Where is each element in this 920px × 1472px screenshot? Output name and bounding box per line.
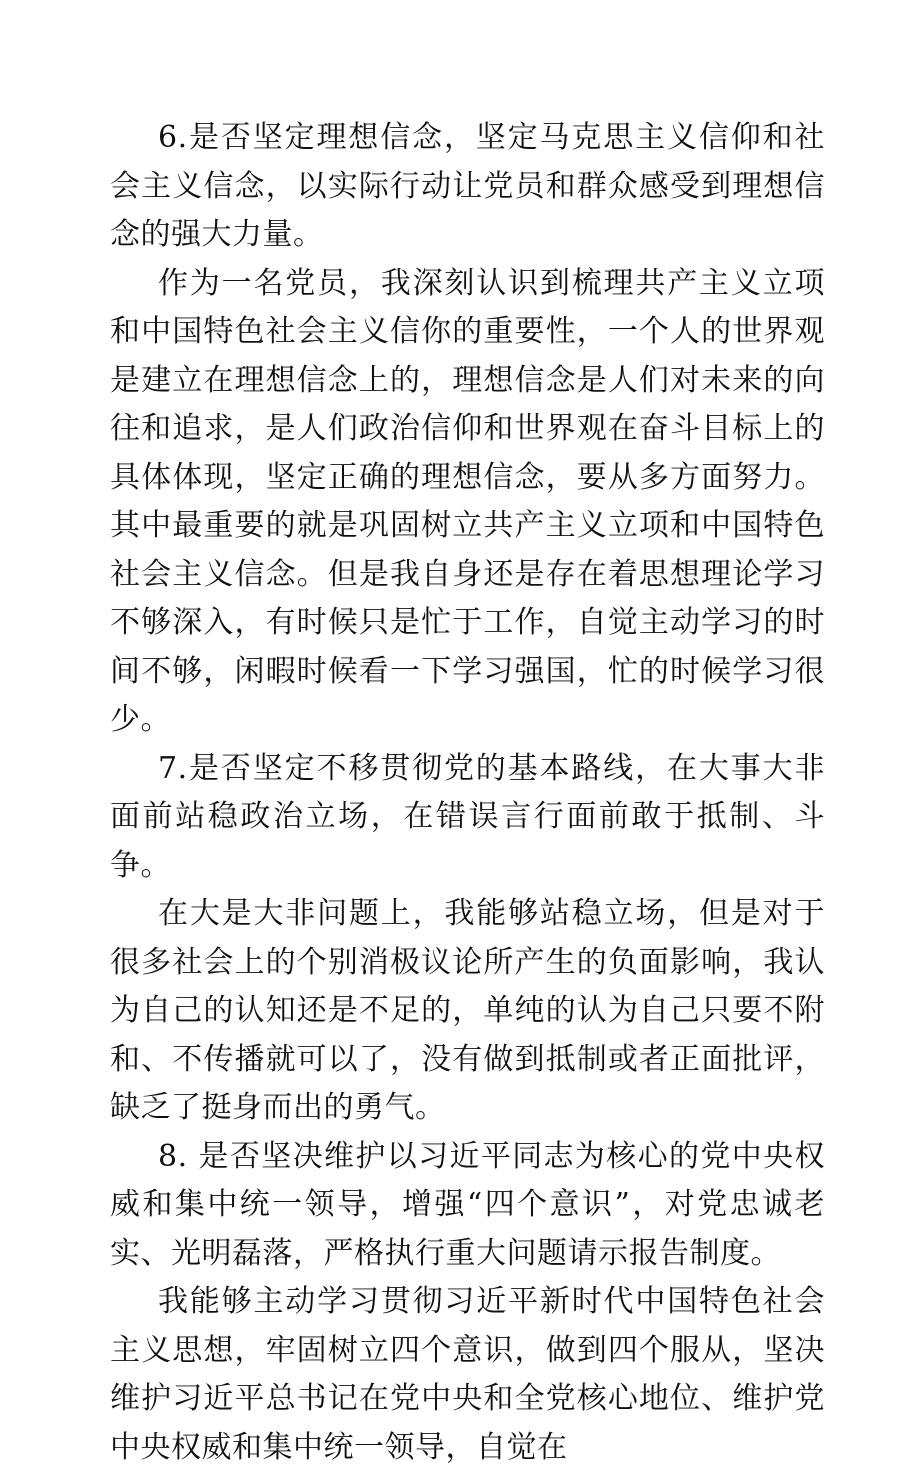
paragraph-item-8: 8. 是否坚决维护以习近平同志为核心的党中央权威和集中统一领导，增强“四个意识”，对党忠诚老实、光明磊落，严格执行重大问题请示报告制度。 [110, 1138, 825, 1271]
paragraph-item-7: 7.是否坚定不移贯彻党的基本路线，在大事大非面前站稳政治立场，在错误言行面前敢于抵制、斗争。 [110, 750, 825, 883]
document-body [110, 114, 825, 1472]
paragraph-answer-6: 作为一名党员，我深刻认识到梳理共产主义立项和中国特色社会主义信你的重要性，一个人的世界观是建立在理想信念上的，理想信念是人们对未来的向往和追求，是人们政治信仰和世界观在奋斗目标上的具体体现，坚定正确的理想信念，要从多方面努力。其中最重要的就是巩固树立共产主义立项和中国特色社会主义信念。但是我自身还是存在着思想理论学习不够深入，有时候只是忙于工作，自觉主动学习的时间不够，闲暇时候看一下学习强国，忙的时候学习很少。 [110, 265, 825, 737]
paragraph-item-6: 6.是否坚定理想信念，坚定马克思主义信仰和社会主义信念，以实际行动让党员和群众感受到理想信念的强大力量。 [110, 120, 825, 252]
paragraph-answer-8: 我能够主动学习贯彻习近平新时代中国特色社会主义思想，牢固树立四个意识，做到四个服从，坚决维护习近平总书记在党中央和全党核心地位、维护党中央权威和集中统一领导，自觉在 [110, 1284, 825, 1465]
paragraph-answer-7: 在大是大非问题上，我能够站稳立场，但是对于很多社会上的个别消极议论所产生的负面影响，我认为自己的认知还是不足的，单纯的认为自己只要不附和、不传播就可以了，没有做到抵制或者正面批评，缺乏了挺身而出的勇气。 [110, 896, 825, 1125]
